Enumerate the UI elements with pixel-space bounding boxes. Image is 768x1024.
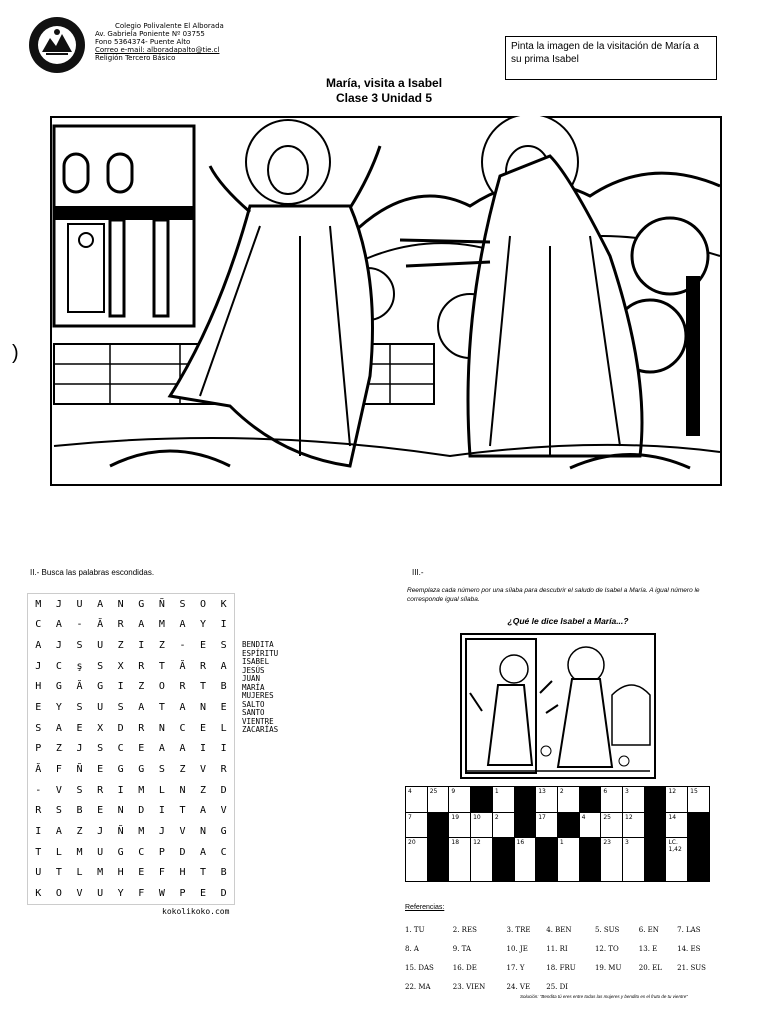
- grid-letter[interactable]: T: [158, 660, 165, 672]
- grid-letter[interactable]: Ñ: [158, 598, 165, 610]
- reference-item: 20. EL: [638, 963, 662, 972]
- crossword-black-cell: [536, 838, 558, 882]
- page-subtitle: Clase 3 Unidad 5: [335, 91, 433, 105]
- grid-letter[interactable]: L: [220, 722, 227, 734]
- crossword-cell[interactable]: 4: [579, 812, 601, 838]
- school-info: [95, 22, 224, 62]
- word-search-grid[interactable]: [27, 593, 235, 905]
- grid-letter[interactable]: Y: [117, 888, 124, 900]
- word-list-item: ISABEL: [242, 657, 270, 666]
- grid-letter[interactable]: N: [117, 805, 124, 817]
- grid-letter[interactable]: I: [35, 826, 42, 838]
- grid-letter[interactable]: R: [117, 619, 124, 631]
- grid-letter[interactable]: M: [138, 826, 145, 838]
- grid-row: [28, 656, 234, 677]
- reference-item: 6. EN: [638, 925, 659, 934]
- word-list-item: SANTO: [242, 708, 265, 717]
- grid-letter[interactable]: C: [179, 722, 186, 734]
- word-list-item: VIENTRE: [242, 716, 274, 726]
- crossword-cell[interactable]: 2: [492, 812, 514, 838]
- grid-letter[interactable]: J: [158, 826, 165, 838]
- reference-item: 1. TU: [405, 925, 425, 934]
- school-name: Colegio Polivalente El Alborada: [115, 22, 224, 30]
- grid-row: [28, 801, 234, 822]
- grid-letter[interactable]: Ñ: [117, 826, 124, 838]
- grid-letter[interactable]: Ă: [35, 764, 42, 776]
- grid-letter[interactable]: A: [179, 743, 186, 755]
- grid-letter[interactable]: S: [117, 702, 124, 714]
- grid-letter[interactable]: M: [76, 846, 83, 858]
- word-list-item: BENDITA: [242, 640, 274, 649]
- grid-letter[interactable]: L: [55, 846, 62, 858]
- grid-letter[interactable]: S: [35, 722, 42, 734]
- grid-letter[interactable]: I: [117, 784, 124, 796]
- reference-row: [405, 939, 725, 958]
- grid-row: [28, 615, 234, 636]
- grid-letter[interactable]: G: [117, 846, 124, 858]
- crossword-cell[interactable]: 15: [688, 787, 710, 813]
- crossword-cell[interactable]: 13: [536, 787, 558, 813]
- crossword-cell[interactable]: 7: [406, 812, 428, 838]
- grid-letter[interactable]: V: [220, 805, 227, 817]
- reference-item: 2. RES: [452, 925, 477, 934]
- grid-letter[interactable]: N: [179, 784, 186, 796]
- school-phone: Fono 5364374- Puente Alto: [95, 38, 191, 46]
- coloring-instruction-box: Pinta la imagen de la visitación de María a su prima Isabel: [505, 36, 717, 80]
- grid-letter[interactable]: Ă: [97, 619, 104, 631]
- grid-letter[interactable]: J: [55, 598, 62, 610]
- grid-letter[interactable]: C: [55, 660, 62, 672]
- grid-letter[interactable]: V: [76, 888, 83, 900]
- crossword-black-cell: [644, 838, 666, 882]
- grid-letter[interactable]: S: [76, 702, 83, 714]
- word-list-item: SALTO: [242, 699, 265, 709]
- grid-row: [28, 718, 234, 739]
- school-logo: [28, 16, 86, 74]
- grid-row: [28, 697, 234, 718]
- grid-row: [28, 739, 234, 760]
- grid-letter[interactable]: U: [35, 867, 42, 879]
- grid-letter[interactable]: L: [158, 784, 165, 796]
- grid-letter[interactable]: E: [138, 867, 145, 879]
- grid-letter[interactable]: S: [76, 784, 83, 796]
- grid-letter[interactable]: O: [158, 681, 165, 693]
- section-3-heading: III.-: [412, 568, 424, 577]
- grid-letter[interactable]: C: [117, 743, 124, 755]
- grid-letter[interactable]: U: [76, 598, 83, 610]
- crossword-cell[interactable]: 12: [666, 787, 688, 813]
- word-list-item: ZACARÍAS: [242, 725, 279, 734]
- crossword-black-cell: [514, 787, 536, 813]
- grid-letter[interactable]: A: [35, 640, 42, 652]
- reference-item: 9. TA: [452, 944, 472, 953]
- crossword-cell[interactable]: 12: [471, 838, 493, 882]
- grid-letter[interactable]: U: [97, 888, 104, 900]
- grid-letter[interactable]: A: [138, 702, 145, 714]
- grid-letter[interactable]: E: [97, 764, 104, 776]
- grid-letter[interactable]: M: [35, 598, 42, 610]
- grid-letter[interactable]: E: [138, 743, 145, 755]
- crossword-cell[interactable]: 4: [406, 787, 428, 813]
- reference-item: 22. MA: [405, 982, 431, 991]
- reference-item: 19. MU: [594, 963, 622, 972]
- grid-letter[interactable]: R: [35, 805, 42, 817]
- source-credit: kokolikoko.com: [162, 907, 230, 916]
- grid-letter[interactable]: G: [138, 598, 145, 610]
- reference-item: 18. FRU: [546, 963, 576, 972]
- grid-letter[interactable]: Ñ: [76, 764, 83, 776]
- grid-letter[interactable]: T: [158, 702, 165, 714]
- reference-item: 12. TO: [594, 944, 619, 953]
- grid-letter[interactable]: P: [35, 743, 42, 755]
- grid-letter[interactable]: D: [117, 722, 124, 734]
- grid-letter[interactable]: Z: [179, 764, 186, 776]
- grid-letter[interactable]: K: [35, 888, 42, 900]
- references-title: Referencias:: [405, 904, 445, 911]
- reference-item: 17. Y: [506, 963, 525, 972]
- grid-letter[interactable]: T: [200, 681, 207, 693]
- grid-letter[interactable]: S: [76, 640, 83, 652]
- grid-row: [28, 635, 234, 656]
- grid-letter[interactable]: R: [97, 784, 104, 796]
- syllable-crossword[interactable]: [405, 786, 710, 882]
- grid-letter[interactable]: N: [117, 598, 124, 610]
- crossword-cell[interactable]: 23: [601, 838, 623, 882]
- reference-row: [405, 920, 725, 939]
- grid-letter[interactable]: D: [138, 805, 145, 817]
- solution-text: Solución: "Bendita tú eres entre todas las mujeres y bendito es el fruto de tu vientre": [520, 994, 688, 999]
- crossword-black-cell: [644, 812, 666, 838]
- grid-letter[interactable]: G: [138, 764, 145, 776]
- grid-letter[interactable]: D: [220, 784, 227, 796]
- reference-item: 21. SUS: [677, 963, 706, 972]
- grid-letter[interactable]: F: [158, 867, 165, 879]
- reference-item: 14. ES: [677, 944, 701, 953]
- crossword-black-cell: [688, 838, 710, 882]
- word-list-item: JESÚS: [242, 665, 265, 675]
- grid-letter[interactable]: A: [220, 660, 227, 672]
- syllable-instructions: Reemplaza cada número por una sílaba para descubrir el saludo de Isabel a María. A igual número le corresponde igual sílaba.: [407, 587, 700, 603]
- grid-letter[interactable]: S: [220, 640, 227, 652]
- grid-letter[interactable]: N: [158, 722, 165, 734]
- crossword-row: [406, 838, 710, 882]
- reference-item: 5. SUS: [594, 925, 620, 934]
- grid-letter[interactable]: T: [35, 846, 42, 858]
- school-email[interactable]: Correo e-mail: alboradapalto@tie.cl: [95, 46, 220, 54]
- crossword-black-cell: [644, 787, 666, 813]
- grid-letter[interactable]: S: [179, 598, 186, 610]
- grid-letter[interactable]: P: [158, 846, 165, 858]
- grid-letter[interactable]: I: [220, 619, 227, 631]
- crossword-cell[interactable]: 16: [514, 838, 536, 882]
- reference-item: 7. LAS: [677, 925, 701, 934]
- crossword-black-cell: [688, 812, 710, 838]
- grid-letter[interactable]: V: [200, 764, 207, 776]
- grid-letter[interactable]: E: [35, 702, 42, 714]
- grid-letter[interactable]: Z: [158, 640, 165, 652]
- crossword-cell[interactable]: 6: [601, 787, 623, 813]
- grid-letter[interactable]: J: [55, 640, 62, 652]
- grid-letter[interactable]: -: [35, 784, 42, 796]
- reference-item: 8. A: [405, 944, 419, 953]
- crossword-cell[interactable]: 25: [427, 787, 449, 813]
- grid-row: [28, 842, 234, 863]
- grid-letter[interactable]: I: [220, 743, 227, 755]
- grid-letter[interactable]: ş: [76, 660, 83, 672]
- grid-letter[interactable]: Ă: [76, 681, 83, 693]
- grid-letter[interactable]: Z: [55, 743, 62, 755]
- page-title: María, visita a Isabel: [325, 76, 443, 90]
- grid-letter[interactable]: A: [97, 598, 104, 610]
- grid-letter[interactable]: S: [158, 764, 165, 776]
- grid-letter[interactable]: M: [138, 784, 145, 796]
- grid-letter[interactable]: E: [200, 640, 207, 652]
- visitation-small-image: [460, 633, 656, 779]
- grid-letter[interactable]: D: [179, 846, 186, 858]
- grid-letter[interactable]: E: [76, 722, 83, 734]
- grid-letter[interactable]: A: [138, 619, 145, 631]
- grid-row: [28, 594, 234, 615]
- reference-item: 25. DI: [546, 982, 568, 991]
- grid-letter[interactable]: R: [138, 660, 145, 672]
- reference-item: 3. TRE: [506, 925, 531, 934]
- school-address: Av. Gabriela Poniente Nº 03755: [95, 30, 205, 38]
- grid-row: [28, 821, 234, 842]
- reference-item: 10. JE: [506, 944, 528, 953]
- reference-item: 15. DAS: [405, 963, 434, 972]
- grid-letter[interactable]: T: [55, 867, 62, 879]
- word-list-item: MUJERES: [242, 691, 274, 700]
- grid-letter[interactable]: Z: [138, 681, 145, 693]
- crossword-black-cell: [579, 838, 601, 882]
- crossword-cell[interactable]: 17: [536, 812, 558, 838]
- reference-item: 16. DE: [452, 963, 477, 972]
- grid-letter[interactable]: E: [200, 888, 207, 900]
- crossword-cell[interactable]: 25: [601, 812, 623, 838]
- grid-letter[interactable]: P: [179, 888, 186, 900]
- crossword-cell[interactable]: 2: [557, 787, 579, 813]
- section-2-heading: II.- Busca las palabras escondidas.: [30, 568, 155, 577]
- crossword-cell[interactable]: 9: [449, 787, 471, 813]
- grid-letter[interactable]: U: [97, 846, 104, 858]
- grid-letter[interactable]: O: [200, 598, 207, 610]
- grid-letter[interactable]: T: [200, 867, 207, 879]
- grid-letter[interactable]: C: [220, 846, 227, 858]
- grid-letter[interactable]: J: [76, 743, 83, 755]
- grid-letter[interactable]: A: [55, 722, 62, 734]
- grid-letter[interactable]: A: [200, 846, 207, 858]
- crossword-cell[interactable]: 20: [406, 838, 428, 882]
- reference-row: [405, 958, 725, 977]
- grid-letter[interactable]: M: [97, 867, 104, 879]
- grid-letter[interactable]: U: [97, 702, 104, 714]
- grid-letter[interactable]: Y: [55, 702, 62, 714]
- grid-letter[interactable]: Y: [200, 619, 207, 631]
- grid-letter[interactable]: R: [200, 660, 207, 672]
- grid-row: [28, 780, 234, 801]
- grid-letter[interactable]: E: [200, 722, 207, 734]
- grid-letter[interactable]: G: [220, 826, 227, 838]
- page-edge-mark: ): [12, 342, 19, 364]
- greeting-question: ¿Qué le dice Isabel a María...?: [507, 616, 629, 626]
- grid-letter[interactable]: G: [117, 764, 124, 776]
- grid-letter[interactable]: D: [220, 888, 227, 900]
- crossword-cell[interactable]: 19: [449, 812, 471, 838]
- grid-letter[interactable]: G: [97, 681, 104, 693]
- grid-letter[interactable]: V: [179, 826, 186, 838]
- grid-letter[interactable]: Ă: [179, 660, 186, 672]
- grid-row: [28, 759, 234, 780]
- crossword-cell[interactable]: 3: [623, 787, 645, 813]
- school-course: Religión Tercero Básico: [95, 54, 176, 62]
- reference-item: 23. VIEN: [452, 982, 486, 991]
- grid-letter[interactable]: V: [55, 784, 62, 796]
- grid-letter[interactable]: J: [35, 660, 42, 672]
- visitation-coloring-image: [50, 116, 722, 486]
- grid-letter[interactable]: L: [76, 867, 83, 879]
- grid-letter[interactable]: C: [35, 619, 42, 631]
- grid-letter[interactable]: E: [220, 702, 227, 714]
- grid-letter[interactable]: H: [117, 867, 124, 879]
- grid-row: [28, 677, 234, 698]
- grid-letter[interactable]: S: [97, 660, 104, 672]
- crossword-cell[interactable]: 1: [492, 787, 514, 813]
- grid-letter[interactable]: K: [220, 598, 227, 610]
- grid-letter[interactable]: A: [200, 805, 207, 817]
- grid-letter[interactable]: X: [97, 722, 104, 734]
- crossword-black-cell: [492, 838, 514, 882]
- grid-letter[interactable]: Z: [117, 640, 124, 652]
- crossword-black-cell: [471, 787, 493, 813]
- grid-letter[interactable]: I: [200, 743, 207, 755]
- syllable-references: [405, 920, 725, 996]
- grid-letter[interactable]: F: [55, 764, 62, 776]
- grid-letter[interactable]: I: [117, 681, 124, 693]
- word-list-item: ESPÍRITU: [242, 648, 279, 658]
- crossword-cell[interactable]: 3: [623, 838, 645, 882]
- grid-letter[interactable]: A: [158, 743, 165, 755]
- word-list: [242, 641, 278, 735]
- word-list-item: MARÍA: [242, 682, 265, 692]
- grid-letter[interactable]: A: [55, 619, 62, 631]
- grid-letter[interactable]: A: [179, 702, 186, 714]
- grid-letter[interactable]: U: [97, 640, 104, 652]
- grid-letter[interactable]: F: [138, 888, 145, 900]
- grid-letter[interactable]: H: [179, 867, 186, 879]
- grid-letter[interactable]: O: [55, 888, 62, 900]
- grid-letter[interactable]: T: [179, 805, 186, 817]
- grid-letter[interactable]: Z: [200, 784, 207, 796]
- reference-item: 11. RI: [546, 944, 568, 953]
- crossword-cell[interactable]: 18: [449, 838, 471, 882]
- grid-letter[interactable]: -: [179, 640, 186, 652]
- crossword-cell[interactable]: LC. 1,42: [666, 838, 688, 882]
- crossword-black-cell: [427, 812, 449, 838]
- grid-letter[interactable]: J: [97, 826, 104, 838]
- grid-letter[interactable]: H: [35, 681, 42, 693]
- grid-letter[interactable]: N: [200, 826, 207, 838]
- crossword-row: [406, 787, 710, 813]
- grid-letter[interactable]: E: [97, 805, 104, 817]
- grid-letter[interactable]: B: [220, 681, 227, 693]
- grid-letter[interactable]: -: [76, 619, 83, 631]
- grid-row: [28, 883, 234, 904]
- grid-letter[interactable]: Z: [76, 826, 83, 838]
- grid-letter[interactable]: C: [138, 846, 145, 858]
- reference-item: 4. BEN: [546, 925, 572, 934]
- reference-item: 13. E: [638, 944, 658, 953]
- word-list-item: JUAN: [242, 674, 261, 683]
- reference-item: 24. VE: [506, 982, 531, 991]
- grid-letter[interactable]: M: [158, 619, 165, 631]
- crossword-black-cell: [579, 787, 601, 813]
- crossword-black-cell: [557, 812, 579, 838]
- grid-letter[interactable]: A: [55, 826, 62, 838]
- crossword-cell[interactable]: 1: [557, 838, 579, 882]
- grid-letter[interactable]: A: [179, 619, 186, 631]
- crossword-row: [406, 812, 710, 838]
- grid-letter[interactable]: R: [179, 681, 186, 693]
- grid-letter[interactable]: I: [158, 805, 165, 817]
- grid-letter[interactable]: B: [76, 805, 83, 817]
- grid-letter[interactable]: R: [138, 722, 145, 734]
- grid-letter[interactable]: I: [138, 640, 145, 652]
- grid-letter[interactable]: X: [117, 660, 124, 672]
- grid-letter[interactable]: R: [220, 764, 227, 776]
- grid-letter[interactable]: G: [55, 681, 62, 693]
- grid-letter[interactable]: S: [55, 805, 62, 817]
- grid-letter[interactable]: S: [97, 743, 104, 755]
- grid-row: [28, 863, 234, 884]
- crossword-cell[interactable]: 14: [666, 812, 688, 838]
- grid-letter[interactable]: B: [220, 867, 227, 879]
- grid-letter[interactable]: N: [200, 702, 207, 714]
- crossword-cell[interactable]: 10: [471, 812, 493, 838]
- crossword-cell[interactable]: 12: [623, 812, 645, 838]
- grid-letter[interactable]: W: [158, 888, 165, 900]
- crossword-black-cell: [427, 838, 449, 882]
- crossword-black-cell: [514, 812, 536, 838]
